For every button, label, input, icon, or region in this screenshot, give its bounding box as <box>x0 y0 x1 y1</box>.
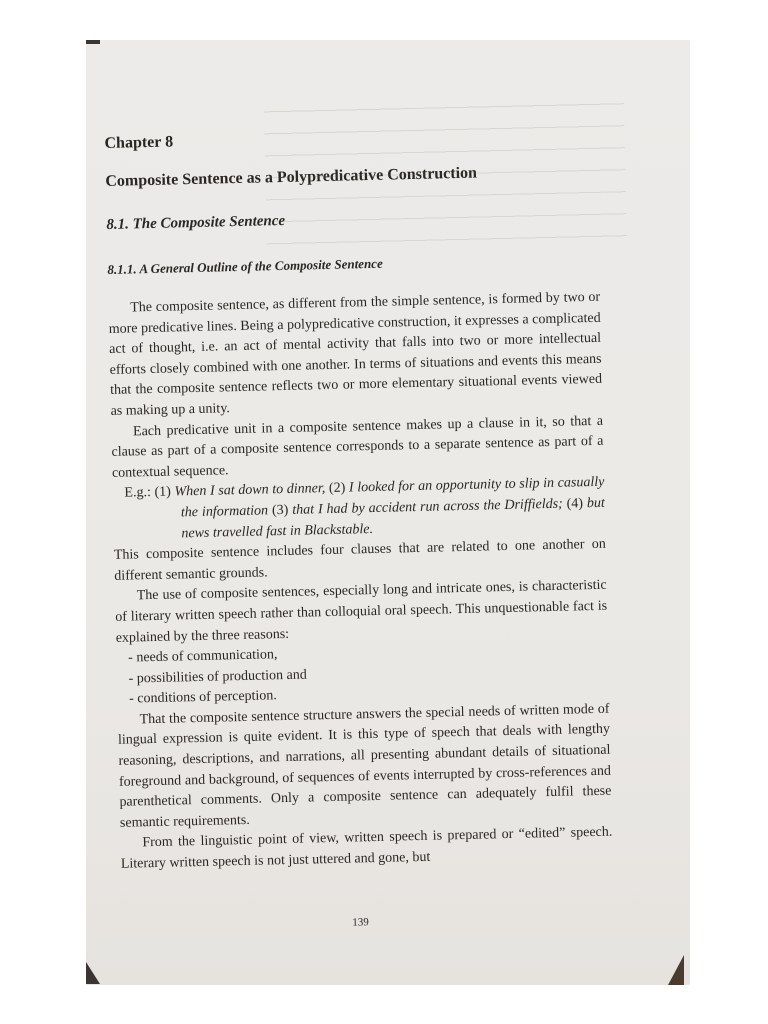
page-corner-bottom-left <box>86 962 100 984</box>
example-num-3: (3) <box>267 502 293 519</box>
body-text <box>108 288 613 876</box>
paragraph-1: The composite sentence, as different from the simple sentence, is formed by two or more predicative lines. Being a polypredicative construction, it expresses a complicated act of thought, i.e. an act of mental activity that falls into two or more intellectual efforts closely combined with one another. In terms of situations and events this means that the composite sentence reflects two or more elementary situational events viewed as making up a unity. <box>108 289 603 419</box>
page-content <box>104 109 615 950</box>
page-corner-top-left <box>86 40 100 44</box>
chapter-title: Composite Sentence as a Polypredicative Construction <box>105 164 478 190</box>
paragraph-5: That the composite sentence structure answers the special needs of written mode of lingual expression is quite evident. It is this type of speech that deals with lengthy reasoning, descriptions, and narrations, all presenting abundant details of situational foreground and background, of sequences of events interrupted by cross-references and parenthetical comments. Only a composite sentence can adequately fulfil these semantic requirements. <box>117 701 612 831</box>
page-number: 139 <box>352 916 369 929</box>
bleed-through-text <box>264 90 627 248</box>
list-item: - conditions of perception. <box>128 688 278 707</box>
section-heading: 8.1. The Composite Sentence <box>106 212 286 233</box>
paragraph-6: From the linguistic point of view, written speech is prepared or “edited” speech. Literary written speech is not just uttered and gone, but <box>120 825 613 872</box>
subsection-heading: 8.1.1. A General Outline of the Composite Sentence <box>107 255 383 277</box>
list-item: - needs of communication, <box>128 647 278 666</box>
chapter-heading: Chapter 8 <box>104 133 174 152</box>
list-item: - possibilities of production and <box>128 667 307 687</box>
example-clause-1: When I sat down to dinner, <box>174 481 326 500</box>
example-block <box>112 473 605 546</box>
example-num-4: (4) <box>562 496 588 512</box>
example-num-2: (2) <box>325 480 350 497</box>
paragraph-4: The use of composite sentences, especially long and intricate ones, is characteristic of literary written speech rather than colloquial oral speech. This unquestionable fact is explained by the three reasons: <box>115 578 608 646</box>
paragraph-2: Each predicative unit in a composite sentence makes up a clause in it, so that a clause as part of a composite sentence corresponds to a separate sentence as part of a contextual sequence. <box>111 413 604 481</box>
example-prefix: E.g.: (1) <box>124 484 175 501</box>
example-clause-2: I looked for an opportunity to slip in casually the information <box>180 475 605 521</box>
paragraph-3: This composite sentence includes four clauses that are related to one another on different semantic grounds. <box>113 536 606 584</box>
example-clause-3: that I had by accident run across the Driffields; <box>292 496 563 518</box>
example-clause-4: but news travelled fast in Blackstable. <box>181 495 606 541</box>
page-corner-bottom-right <box>668 955 684 985</box>
